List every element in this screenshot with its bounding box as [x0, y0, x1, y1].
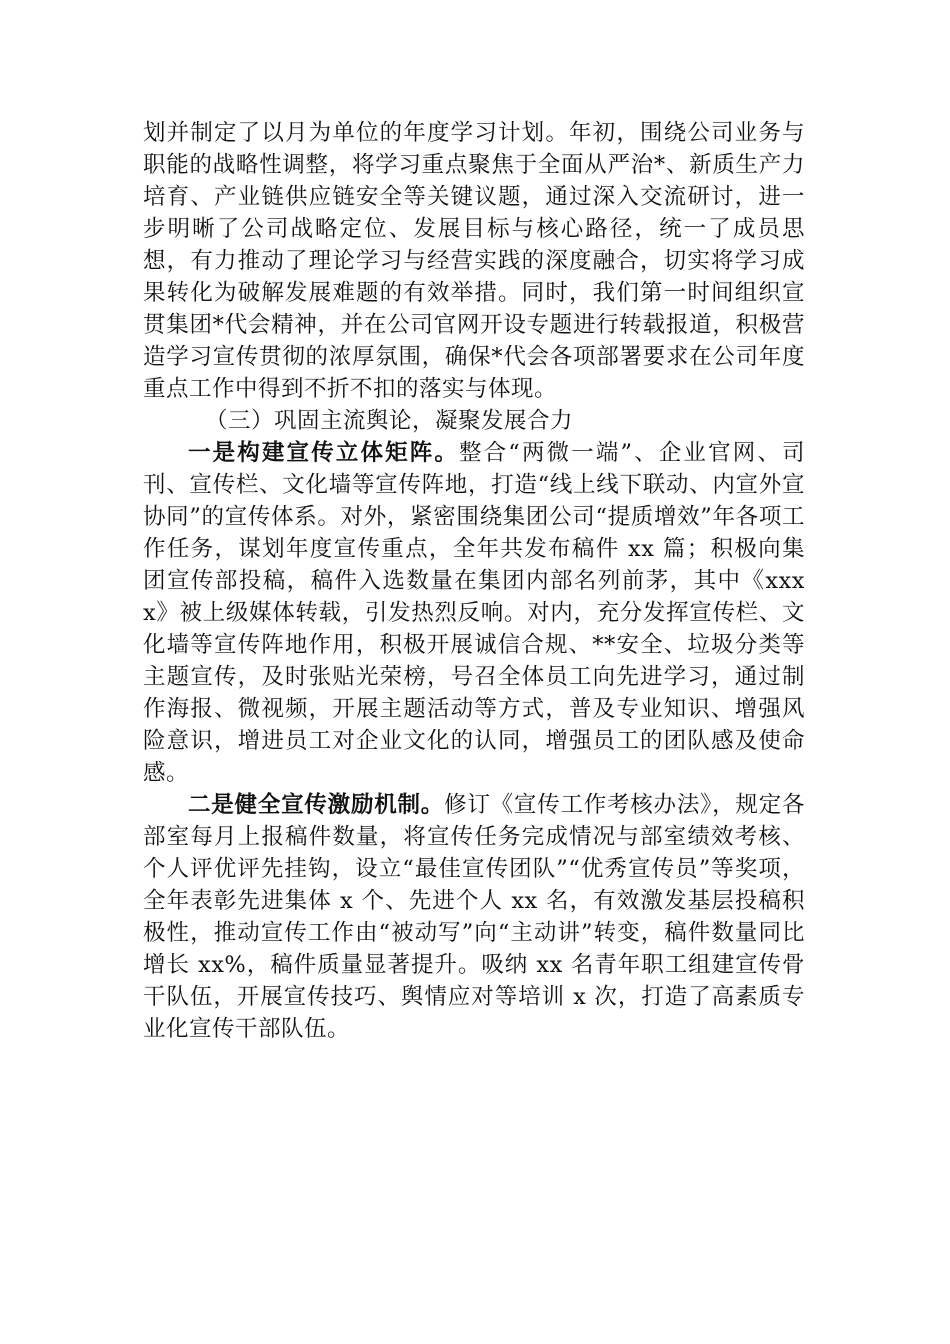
paragraph-lead: 二是健全宣传激励机制。	[188, 792, 445, 818]
paragraph-text: 修订《宣传工作考核办法》，规定各部室每月上报稿件数量，将宣传任务完成情况与部室绩效考核、个人评优评先挂钩，设立“最佳宣传团队”“优秀宣传员”等奖项，全年表彰先进集体 x 个、先进个人 xx 名，有效激发基层投稿积极性，推动宣传工作由“被动写”向“主动讲”转变，稿件数量同比增长 xx%，稿件质量显著提升。吸纳 xx 名青年职工组建宣传骨干队伍，开展宣传技巧、舆情应对等培训 x 次，打造了高素质专业化宣传干部队伍。	[143, 792, 805, 1042]
paragraph-study-plan	[143, 117, 805, 405]
paragraph-incentive-mechanism	[143, 789, 805, 1045]
section-heading-text: （三）巩固主流舆论，凝聚发展合力	[205, 408, 574, 434]
section-heading-3	[143, 405, 805, 437]
document-body	[143, 117, 805, 1045]
paragraph-lead: 一是构建宣传立体矩阵。	[188, 440, 460, 466]
paragraph-publicity-matrix	[143, 437, 805, 789]
paragraph-text: 划并制定了以月为单位的年度学习计划。年初，围绕公司业务与职能的战略性调整，将学习重点聚焦于全面从严治*、新质生产力培育、产业链供应链安全等关键议题，通过深入交流研讨，进一步明晰了公司战略定位、发展目标与核心路径，统一了成员思想，有力推动了理论学习与经营实践的深度融合，切实将学习成果转化为破解发展难题的有效举措。同时，我们第一时间组织宣贯集团*代会精神，并在公司官网开设专题进行转载报道，积极营造学习宣传贯彻的浓厚氛围，确保*代会各项部署要求在公司年度重点工作中得到不折不扣的落实与体现。	[143, 120, 805, 402]
paragraph-text: 整合“两微一端”、企业官网、司刊、宣传栏、文化墙等宣传阵地，打造“线上线下联动、内宣外宣协同”的宣传体系。对外，紧密围绕集团公司“提质增效”年各项工作任务，谋划年度宣传重点，全年共发布稿件 xx 篇；积极向集团宣传部投稿，稿件入选数量在集团内部名列前茅，其中《xxxx》被上级媒体转载，引发热烈反响。对内，充分发挥宣传栏、文化墙等宣传阵地作用，积极开展诚信合规、**安全、垃圾分类等主题宣传，及时张贴光荣榜，号召全体员工向先进学习，通过制作海报、微视频，开展主题活动等方式，普及专业知识、增强风险意识，增进员工对企业文化的认同，增强员工的团队感及使命感。	[143, 440, 805, 786]
